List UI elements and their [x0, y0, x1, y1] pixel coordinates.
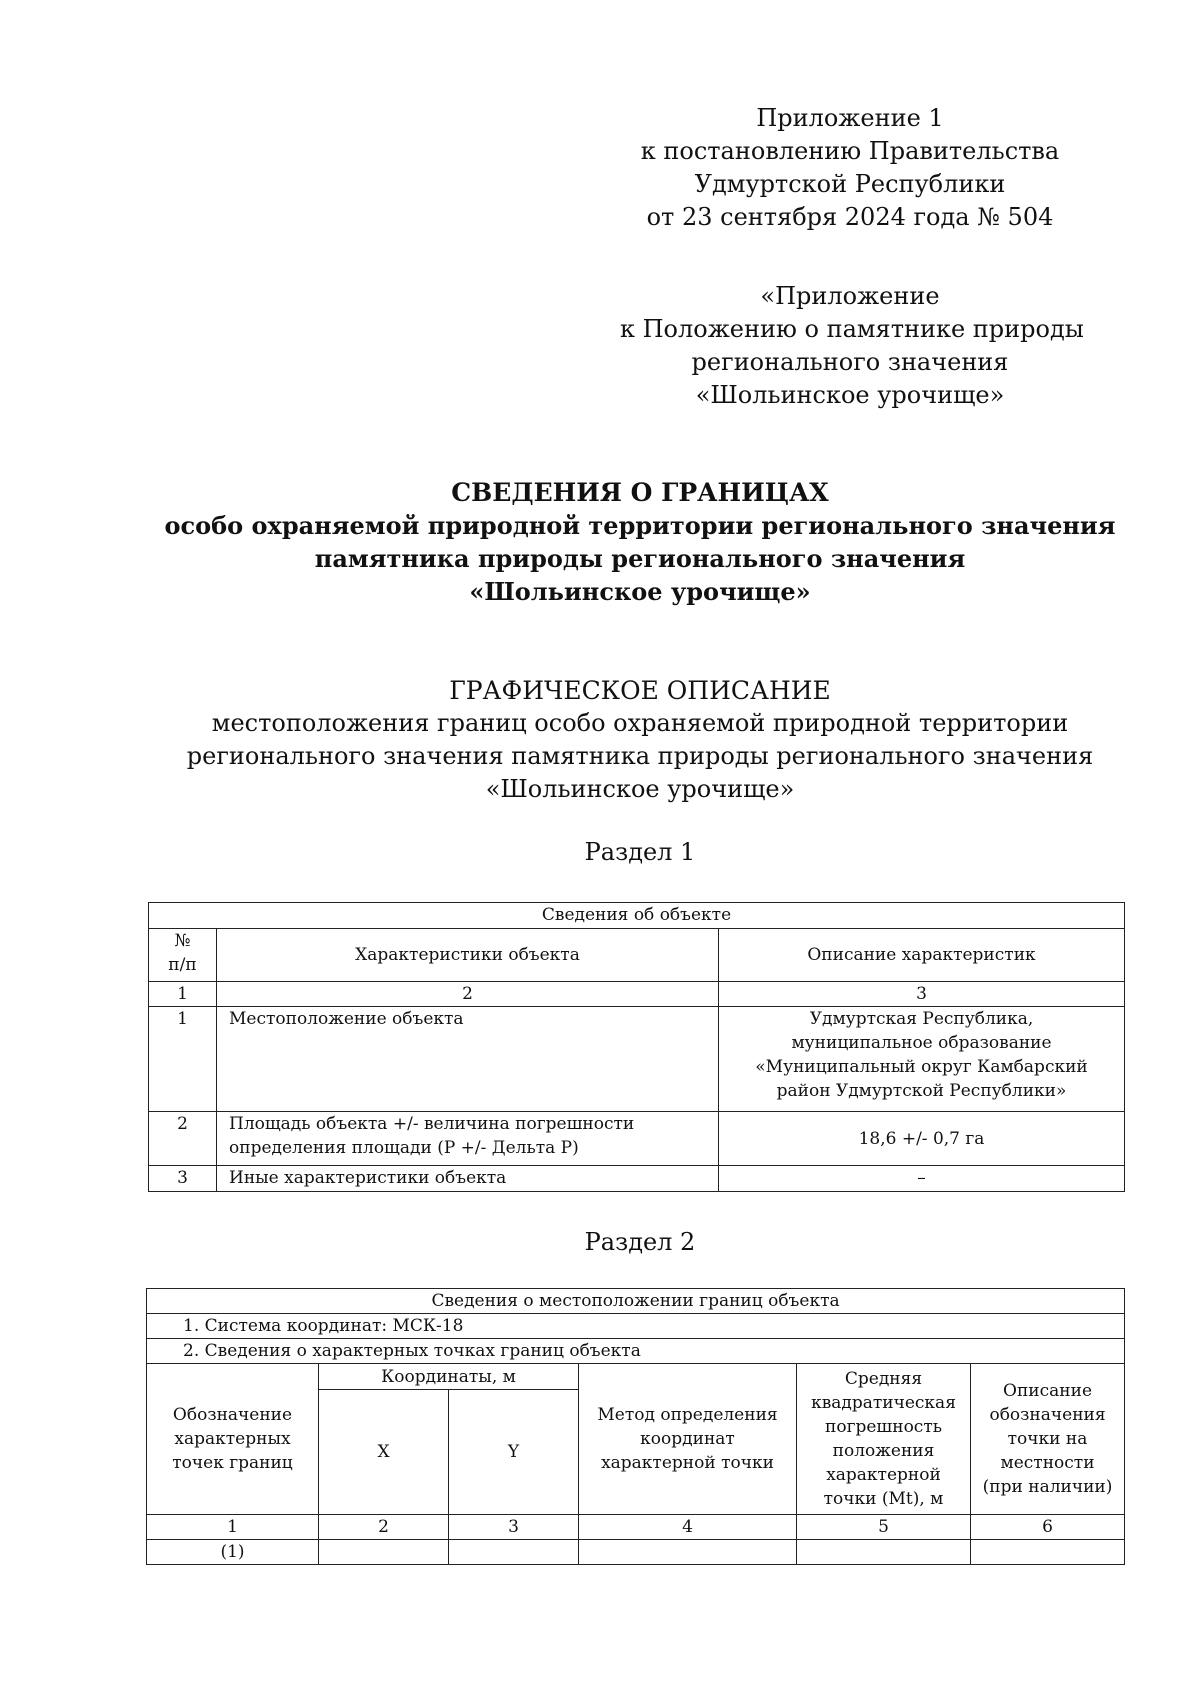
table-title-row	[149, 903, 1125, 929]
annex-line: «Приложение	[760, 282, 940, 310]
column-number: 3	[719, 982, 1125, 1007]
column-number: 1	[149, 982, 217, 1007]
empty-cell	[319, 1540, 449, 1565]
annex-line: Приложение 1	[756, 104, 944, 132]
column-number: 4	[579, 1515, 797, 1540]
column-header-number	[149, 929, 217, 982]
header-line: квадратическая	[811, 1393, 956, 1413]
graphic-description-title	[80, 674, 1200, 806]
description-line: «Муниципальный округ Камбарский	[755, 1057, 1088, 1077]
point-label: (1)	[147, 1540, 319, 1565]
title-line: особо охраняемой природной территории регионального значения	[164, 511, 1116, 540]
column-header-x: X	[319, 1390, 449, 1515]
header-line: характерной точки	[601, 1453, 774, 1473]
description-line: муниципальное образование	[791, 1033, 1052, 1053]
annex-line: регионального значения	[691, 348, 1009, 376]
row-description: 18,6 +/- 0,7 га	[719, 1112, 1125, 1166]
section-2-heading: Раздел 2	[584, 1228, 696, 1256]
column-header-characteristics: Характеристики объекта	[217, 929, 719, 982]
title-line: СВЕДЕНИЯ О ГРАНИЦАХ	[451, 478, 829, 507]
column-header-method	[579, 1364, 797, 1515]
header-line: положения	[832, 1441, 935, 1461]
header-line: характерной	[826, 1465, 941, 1485]
column-header-y: Y	[449, 1390, 579, 1515]
header-line: Описание	[1003, 1381, 1093, 1401]
object-info-table	[148, 902, 1125, 1192]
table-title: Сведения о местоположении границ объекта	[147, 1289, 1125, 1314]
column-number-row	[149, 982, 1125, 1007]
row-characteristic	[217, 1112, 719, 1166]
title-line: «Шольинское урочище»	[485, 775, 795, 803]
title-line: «Шольинское урочище»	[469, 577, 811, 606]
title-line: местоположения границ особо охраняемой природной территории	[211, 709, 1069, 737]
title-line: регионального значения памятника природы регионального значения	[186, 742, 1094, 770]
row-characteristic: Местоположение объекта	[217, 1007, 719, 1112]
coordinate-system: 1. Система координат: МСК-18	[147, 1314, 1125, 1339]
annex-line: к постановлению Правительства	[640, 137, 1060, 165]
column-number: 3	[449, 1515, 579, 1540]
points-info: 2. Сведения о характерных точках границ объекта	[147, 1339, 1125, 1364]
empty-cell	[971, 1540, 1125, 1565]
description-line: Удмуртская Республика,	[809, 1009, 1034, 1029]
empty-cell	[579, 1540, 797, 1565]
header-line: №	[174, 931, 191, 951]
header-line: обозначения	[989, 1405, 1106, 1425]
column-number: 2	[217, 982, 719, 1007]
column-header-error	[797, 1364, 971, 1515]
characteristic-line: определения площади (Р +/- Дельта Р)	[229, 1138, 579, 1158]
column-number: 6	[971, 1515, 1125, 1540]
column-header-coordinates: Координаты, м	[319, 1364, 579, 1390]
annex-regulation-header	[620, 280, 1084, 412]
document-title	[80, 476, 1200, 608]
header-line: точки на	[1007, 1429, 1088, 1449]
column-header-description: Описание характеристик	[719, 929, 1125, 982]
column-header-mark	[971, 1364, 1125, 1515]
table-title: Сведения об объекте	[149, 903, 1125, 929]
table-row	[149, 1166, 1125, 1192]
header-line: (при наличии)	[982, 1477, 1113, 1497]
header-line: погрешность	[825, 1417, 942, 1437]
header-line: точки (Mt), м	[823, 1489, 944, 1509]
column-number: 2	[319, 1515, 449, 1540]
row-description	[719, 1007, 1125, 1112]
annex-line: к Положению о памятнике природы	[620, 315, 1084, 343]
table-row	[149, 1112, 1125, 1166]
column-number-row	[147, 1515, 1125, 1540]
header-line: Метод определения	[597, 1405, 778, 1425]
header-line: координат	[640, 1429, 735, 1449]
annex-line: от 23 сентября 2024 года № 504	[646, 203, 1054, 231]
row-characteristic: Иные характеристики объекта	[217, 1166, 719, 1192]
boundary-points-table	[146, 1288, 1125, 1565]
column-header-point	[147, 1364, 319, 1515]
points-info-row	[147, 1339, 1125, 1364]
table-header-row	[147, 1364, 1125, 1390]
header-line: Средняя	[844, 1369, 923, 1389]
table-row	[147, 1540, 1125, 1565]
empty-cell	[797, 1540, 971, 1565]
row-number: 2	[149, 1112, 217, 1166]
row-number: 3	[149, 1166, 217, 1192]
table-row	[149, 1007, 1125, 1112]
annex-line: Удмуртской Республики	[694, 170, 1006, 198]
description-line: район Удмуртской Республики»	[776, 1081, 1067, 1101]
header-line: характерных	[174, 1429, 291, 1449]
coordinate-system-row	[147, 1314, 1125, 1339]
annex-header	[640, 102, 1060, 234]
row-number: 1	[149, 1007, 217, 1112]
title-line: памятника природы регионального значения	[314, 544, 966, 573]
column-number: 5	[797, 1515, 971, 1540]
header-line: точек границ	[172, 1453, 293, 1473]
row-description: –	[719, 1166, 1125, 1192]
annex-line: «Шольинское урочище»	[695, 381, 1005, 409]
title-line: ГРАФИЧЕСКОЕ ОПИСАНИЕ	[449, 676, 831, 705]
header-line: п/п	[168, 955, 197, 975]
header-line: Обозначение	[172, 1405, 293, 1425]
column-number: 1	[147, 1515, 319, 1540]
table-title-row	[147, 1289, 1125, 1314]
table-header-row	[149, 929, 1125, 982]
empty-cell	[449, 1540, 579, 1565]
characteristic-line: Площадь объекта +/- величина погрешности	[229, 1114, 635, 1134]
header-line: местности	[1000, 1453, 1095, 1473]
section-1-heading: Раздел 1	[584, 838, 696, 866]
